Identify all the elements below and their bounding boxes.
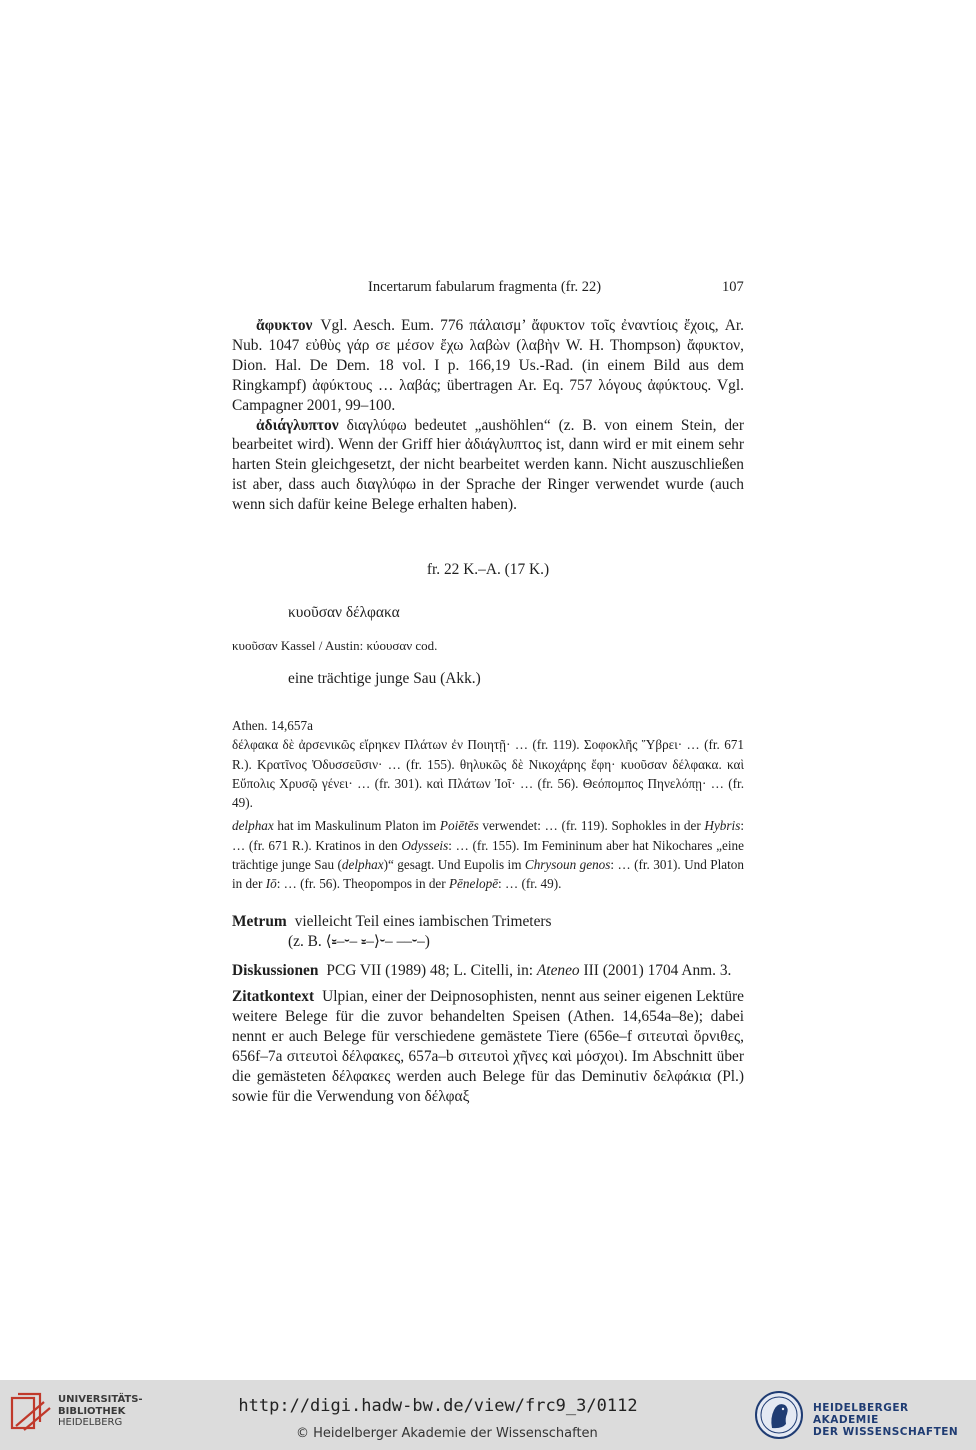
- running-head: Incertarum fabularum fragmenta (fr. 22): [368, 279, 602, 295]
- zitatkontext-text: Ulpian, einer der Deipnosophisten, nennt aus seiner eigenen Lektüre weitere Belege für die zuvor behandelten Speisen (Athen. 14,654a–8e); dabei nennt er auch Belege für verschiedene gemästete Tiere (656e–f σιτευταὶ ὄρνιθες, 656f–7a σιτευτοὶ δέλφακες, 657a–b σιτευτοὶ χῆνες καὶ μόσχοι). Im Abschnitt über die gemästeten δέλφακες werden auch Belege für das Deminutiv δελφάκια (Pl.) sowie für die Verwendung von δέλφαξ: [232, 988, 744, 1105]
- lemma: ἄφυκτον: [256, 317, 313, 334]
- footer-bar: [0, 1380, 976, 1450]
- library-name[interactable]: UNIVERSITÄTS- BIBLIOTHEK HEIDELBERG: [58, 1394, 143, 1428]
- metrum-section: [232, 912, 744, 932]
- commentary-entry: [232, 316, 744, 416]
- apparatus-criticus: κυοῦσαν Kassel / Austin: κύουσαν cod.: [232, 638, 438, 653]
- commentary-text: Vgl. Aesch. Eum. 776 πάλαισμ’ ἄφυκτον τοῖς ἐναντίοις ἔχοις, Ar. Nub. 1047 εὐθὺς γάρ σε μέσον ἔχω λαβὼν (λαβὴν W. H. Thompson) ἄφυκτον, Dion. Hal. De Dem. 18 vol. I p. 166,19 Us.-Rad. (in einem Bild aus dem Ringkampf) ἀφύκτους … λαβάς; übertragen Ar. Eq. 757 λόγους ἀφύκτους. Vgl. Campagner 2001, 99–100.: [232, 317, 744, 414]
- metrum-example: (z. B. ⟨⏓–⏑– ⏓–⟩⏑– ––⏑–): [288, 933, 430, 950]
- fragment-translation: eine trächtige junge Sau (Akk.): [288, 670, 481, 687]
- academy-name[interactable]: HEIDELBERGER AKADEMIE DER WISSENSCHAFTEN: [813, 1402, 959, 1438]
- commentary-text: διαγλύφω bedeutet „aushöhlen“ (z. B. von einem Stein, der bearbeitet wird). Wenn der Griff hier ἀδιάγλυπτος ist, dann wird er mit einem sehr harten Stein gleichgesetzt, der nicht bearbeitet werden kann. Nicht auszuschließen ist aber, dass auch διαγλύφω in der Sprache der Ringer verwendet wurde (auch wenn sich dafür keine Belege erhalten haben).: [232, 416, 744, 514]
- metrum-text: vielleicht Teil eines iambischen Trimeters: [294, 913, 552, 930]
- diskussionen-text: PCG VII (1989) 48; L. Citelli, in:: [326, 962, 537, 979]
- testimonium-greek: δέλφακα δὲ ἀρσενικῶς εἴρηκεν Πλάτων ἐν Ποιητῇ· … (fr. 119). Σοφοκλῆς Ὕβρει· … (fr. 671 R.). Κρατῖνος Ὀδυσσεῦσιν· … (fr. 155). θηλυκῶς δὲ Νικοχάρης ἔφη· κυοῦσαν δέλφακα. καὶ Εὔπολις Χρυσῷ γένει· … (fr. 301). καὶ Πλάτων Ἰοῖ· … (fr. 56). Θεόπομπος Πηνελόπῃ· … (fr. 49).: [232, 737, 744, 811]
- academy-seal-icon[interactable]: [754, 1388, 804, 1442]
- page-number: 107: [722, 279, 744, 295]
- permalink-url[interactable]: http://digi.hadw-bw.de/view/frc9_3/0112: [238, 1396, 638, 1416]
- testimonium-block: [232, 716, 744, 894]
- lemma: ἀδιάγλυπτον: [256, 416, 339, 434]
- diskussionen-section: [232, 961, 744, 981]
- testimonium-translation: delphax hat im Maskulinum Platon im Poiētēs verwendet: … (fr. 119). Sophokles in der Hybris: … (fr. 671 R.). Kratinos in den Odysseis: … (fr. 155). Im Femininum aber hat Nikochares „eine trächtige junge Sau (delphax)“ gesagt. Und Eupolis im Chrysoun genos: … (fr. 301). Und Platon in der Iō: … (fr. 56). Theopompos in der Pēnelopē: … (fr. 49).: [232, 818, 744, 892]
- testimonium-source: Athen. 14,657a: [232, 718, 313, 733]
- fragment-greek-text: κυοῦσαν δέλφακα: [288, 604, 400, 621]
- zitatkontext-section: [232, 987, 744, 1106]
- commentary-block: [232, 316, 744, 515]
- copyright-notice: © Heidelberger Akademie der Wissenschaften: [296, 1426, 598, 1441]
- fragment-heading: fr. 22 K.–A. (17 K.): [426, 561, 550, 578]
- diskussionen-title: Ateneo: [536, 962, 580, 979]
- metrum-label: Metrum: [232, 913, 287, 930]
- diskussionen-text-end: III (2001) 1704 Anm. 3.: [579, 962, 732, 979]
- commentary-entry: [232, 416, 744, 516]
- diskussionen-label: Diskussionen: [232, 962, 319, 979]
- zitatkontext-label: Zitatkontext: [232, 988, 315, 1005]
